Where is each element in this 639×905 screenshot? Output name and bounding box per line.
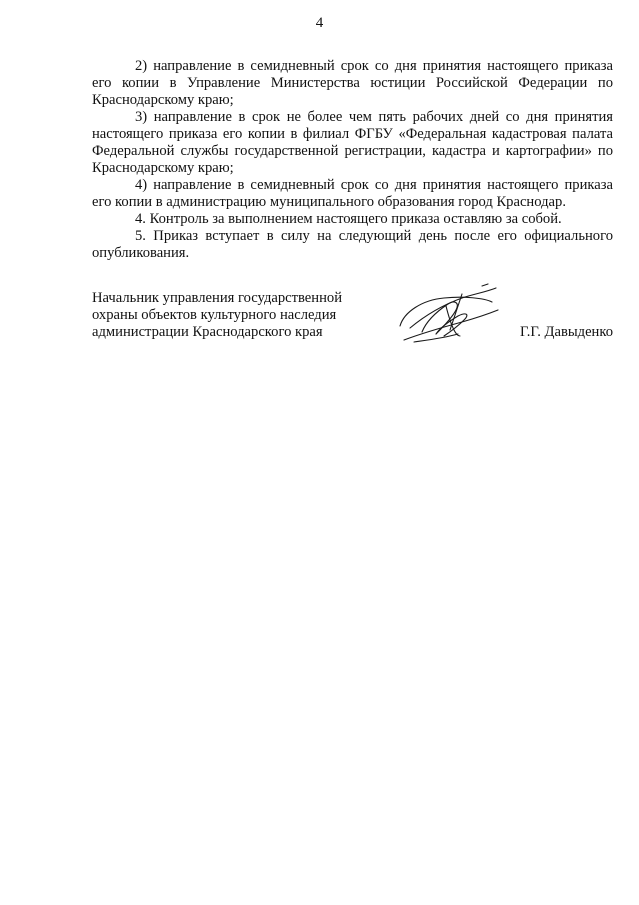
paragraph-item-3: 3) направление в срок не более чем пять рабочих дней со дня принятия настоящего приказа его копии в филиал ФГБУ «Федеральная кадастровая палата Федеральной службы государственной регистрации, кадастра и картографии» по Краснодарскому краю; (92, 109, 613, 176)
signer-position-line: охраны объектов культурного наследия (92, 307, 337, 323)
signer-position-line: Начальник управления государственной (92, 290, 343, 306)
signer-name: Г.Г. Давыденко (519, 324, 613, 340)
signer-position-line: администрации Краснодарского края (92, 324, 323, 340)
paragraph-item-4: 4) направление в семидневный срок со дня принятия настоящего приказа его копии в администрацию муниципального образования город Краснодар. (92, 177, 613, 210)
paragraph-item-2: 2) направление в семидневный срок со дня принятия настоящего приказа его копии в Управление Министерства юстиции Российской Федерации по Краснодарскому краю; (92, 58, 613, 108)
paragraph-control: 4. Контроль за выполнением настоящего приказа оставляю за собой. (135, 211, 562, 227)
page-number: 4 (315, 15, 324, 31)
handwritten-signature-icon (392, 282, 502, 348)
signer-position (92, 290, 382, 341)
signature-block (92, 290, 613, 350)
paragraph-effective-date: 5. Приказ вступает в силу на следующий день после его официального опубликования. (92, 228, 613, 261)
document-body (92, 58, 613, 262)
